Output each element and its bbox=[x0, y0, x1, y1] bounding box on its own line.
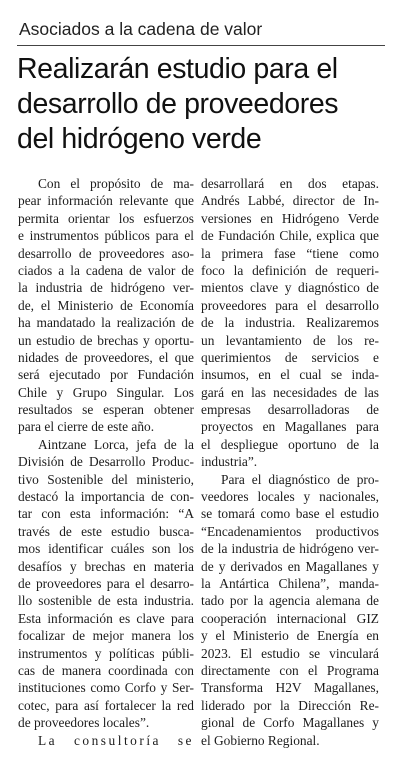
body-text-line: querimientos de servicios e bbox=[201, 349, 379, 365]
body-text-line: la primera fase “tiene como bbox=[201, 245, 379, 261]
body-text-line: proyectos en Magallanes para bbox=[201, 419, 379, 435]
body-text-line: instrumentos y políticas públi- bbox=[18, 645, 194, 661]
body-text-line: versiones en Hidrógeno Verde bbox=[201, 210, 379, 226]
body-text-line: La consultoría se bbox=[38, 732, 194, 748]
body-text-line: Para el diagnóstico de pro- bbox=[221, 471, 379, 487]
body-text-line: directamente con el Programa bbox=[201, 662, 379, 678]
body-text-line: de la industria de hidrógeno ver- bbox=[201, 541, 379, 557]
body-text-line: través de este estudio busca- bbox=[18, 523, 194, 539]
body-text-line: de, el Ministerio de Economía bbox=[18, 297, 194, 313]
body-text-line: permita orientar los esfuerzos bbox=[18, 210, 194, 226]
body-text-line: cotec, para así fortalecer la red bbox=[18, 697, 194, 713]
body-text-line: cas de manera coordinada con bbox=[18, 662, 194, 678]
body-text-line: 2023. El estudio se vinculará bbox=[201, 645, 379, 661]
body-text-line: de Fundación Chile, explica que bbox=[201, 228, 379, 244]
headline-line: desarrollo de proveedores bbox=[17, 88, 339, 120]
body-text-line: un levantamiento de los re- bbox=[201, 332, 379, 348]
body-text-line: insumos, en el cual se inda- bbox=[201, 367, 379, 383]
body-text-line: industria”. bbox=[201, 454, 258, 470]
body-text-line: llo sostenible de esta industria. bbox=[18, 593, 194, 609]
body-text-line: la Antártica Chilena”, manda- bbox=[201, 575, 379, 591]
headline-line: del hidrógeno verde bbox=[17, 123, 262, 155]
body-text-line: veedores locales y nacionales, bbox=[201, 489, 379, 505]
body-text-line: tar con esta información: “A bbox=[18, 506, 194, 522]
body-text-line: proveedores para el desarrollo bbox=[201, 297, 379, 313]
body-text-line: nidades de proveedores, el que bbox=[18, 349, 194, 365]
body-text-line: ciados a la cadena de valor de bbox=[18, 262, 194, 278]
kicker-divider bbox=[17, 45, 385, 46]
body-text-line: Transforma H2V Magallanes, bbox=[201, 680, 379, 696]
body-text-line: División de Desarrollo Produc- bbox=[18, 454, 194, 470]
body-text-line: gará en las necesidades de las bbox=[201, 384, 379, 400]
body-text-line: empresas desarrolladoras de bbox=[201, 402, 379, 418]
body-text-line: e instrumentos públicos para el bbox=[18, 228, 194, 244]
body-text-line: el Gobierno Regional. bbox=[201, 732, 320, 748]
body-text-line: desarrollo de proveedores aso- bbox=[18, 245, 194, 261]
body-text-line: un estudio de brechas y oportu- bbox=[18, 332, 194, 348]
body-text-line: mientos clave y diagnóstico de bbox=[201, 280, 379, 296]
body-text-line: Chile y Grupo Singular. Los bbox=[18, 384, 194, 400]
body-text-line: ha mandatado la realización de bbox=[18, 315, 194, 331]
body-text-line: tivo Sostenible del ministerio, bbox=[18, 471, 194, 487]
body-text-line: gional de Corfo Magallanes y bbox=[201, 715, 379, 731]
body-text-line: liderado por la Dirección Re- bbox=[201, 697, 379, 713]
article-kicker: Asociados a la cadena de valor bbox=[19, 19, 263, 39]
body-text-line: focalizar de mejor manera los bbox=[18, 628, 194, 644]
body-text-line: desafíos y brechas en materia bbox=[18, 558, 194, 574]
body-text-line: resultados se esperan obtener bbox=[18, 402, 194, 418]
body-text-line: Andrés Labbé, director de In- bbox=[201, 193, 379, 209]
body-text-line: y el Ministerio de Energía en bbox=[201, 628, 379, 644]
body-text-line: para el cierre de este año. bbox=[18, 419, 155, 435]
body-text-line: será ejecutado por Fundación bbox=[18, 367, 194, 383]
body-text-line: instituciones como Corfo y Ser- bbox=[18, 680, 194, 696]
body-text-line: “Encadenamientos productivos bbox=[201, 523, 379, 539]
body-text-line: destacó la importancia de con- bbox=[18, 489, 194, 505]
body-text-line: de proveedores locales”. bbox=[18, 715, 150, 731]
body-text-line: la industria de hidrógeno ver- bbox=[18, 280, 194, 296]
body-text-line: pear información relevante que bbox=[18, 193, 194, 209]
body-text-line: de y derivados en Magallanes y bbox=[201, 558, 379, 574]
body-text-line: tado por la agencia alemana de bbox=[201, 593, 379, 609]
body-text-line: Esta información es clave para bbox=[18, 610, 194, 626]
body-text-line: Aintzane Lorca, jefa de la bbox=[38, 436, 194, 452]
body-text-line: Con el propósito de ma- bbox=[38, 176, 194, 191]
body-text-line: cooperación internacional GIZ bbox=[201, 610, 379, 626]
body-column-left bbox=[18, 175, 194, 749]
body-column-right bbox=[201, 175, 379, 749]
body-text-line: desarrollará en dos etapas. bbox=[201, 176, 379, 191]
body-text-line: de proveedores para el desarro- bbox=[18, 575, 194, 591]
headline-line: Realizarán estudio para el bbox=[17, 53, 338, 85]
body-text-line: mos identificar cuáles son los bbox=[18, 541, 194, 557]
body-text-line: de la industria. Realizaremos bbox=[201, 315, 379, 331]
body-text-line: el despliegue oportuno de la bbox=[201, 436, 379, 452]
article-headline bbox=[17, 52, 389, 157]
body-text-line: foco la definición de requeri- bbox=[201, 262, 379, 278]
body-text-line: se tomará como base el estudio bbox=[201, 506, 379, 522]
